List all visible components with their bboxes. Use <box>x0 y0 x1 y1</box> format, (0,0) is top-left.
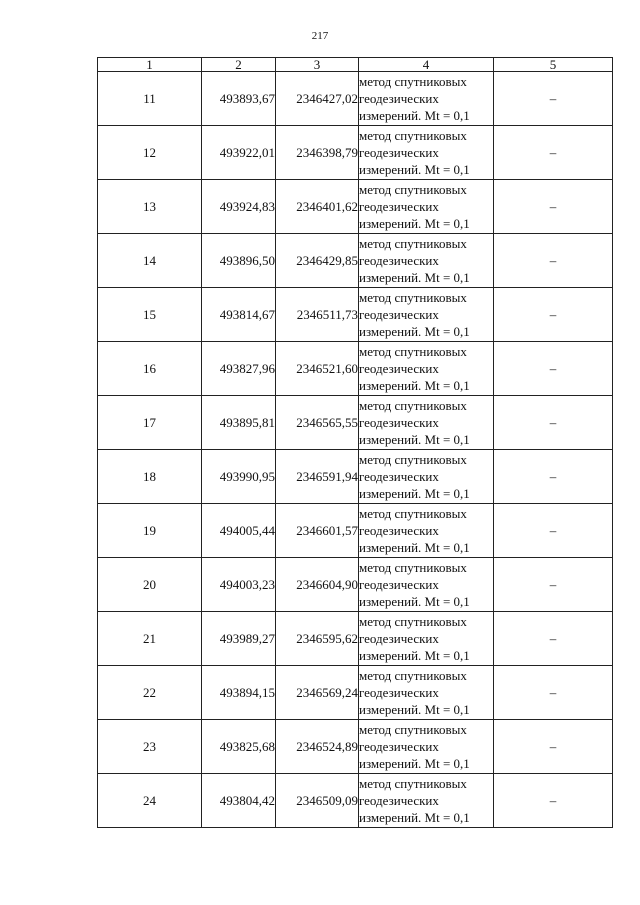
point-number-cell: 19 <box>98 504 202 558</box>
method-cell <box>359 396 494 450</box>
point-number-cell: 17 <box>98 396 202 450</box>
table-row <box>98 288 613 342</box>
point-number-cell: 22 <box>98 666 202 720</box>
method-line: измерений. Mt = 0,1 <box>359 324 470 339</box>
method-cell <box>359 558 494 612</box>
table-row <box>98 558 613 612</box>
table-row <box>98 450 613 504</box>
table-header <box>98 58 613 72</box>
table-body <box>98 72 613 828</box>
method-line: измерений. Mt = 0,1 <box>359 648 470 663</box>
method-cell <box>359 234 494 288</box>
method-line: измерений. Mt = 0,1 <box>359 162 470 177</box>
point-number-cell: 18 <box>98 450 202 504</box>
method-line: измерений. Mt = 0,1 <box>359 486 470 501</box>
y-coordinate-cell: 2346601,57 <box>276 504 359 558</box>
method-line: геодезических <box>359 523 439 538</box>
method-line: геодезических <box>359 685 439 700</box>
method-line: геодезических <box>359 145 439 160</box>
table-row <box>98 72 613 126</box>
note-cell: – <box>494 72 613 126</box>
method-line: метод спутниковых <box>359 452 467 467</box>
method-line: геодезических <box>359 631 439 646</box>
method-line: геодезических <box>359 577 439 592</box>
y-coordinate-cell: 2346398,79 <box>276 126 359 180</box>
method-cell <box>359 774 494 828</box>
method-cell <box>359 288 494 342</box>
note-cell: – <box>494 288 613 342</box>
method-cell <box>359 342 494 396</box>
method-line: геодезических <box>359 361 439 376</box>
note-cell: – <box>494 342 613 396</box>
method-line: геодезических <box>359 199 439 214</box>
x-coordinate-cell: 493814,67 <box>202 288 276 342</box>
table-row <box>98 720 613 774</box>
point-number-cell: 12 <box>98 126 202 180</box>
y-coordinate-cell: 2346429,85 <box>276 234 359 288</box>
note-cell: – <box>494 450 613 504</box>
point-number-cell: 20 <box>98 558 202 612</box>
point-number-cell: 14 <box>98 234 202 288</box>
note-cell: – <box>494 666 613 720</box>
y-coordinate-cell: 2346604,90 <box>276 558 359 612</box>
method-cell <box>359 450 494 504</box>
method-cell <box>359 504 494 558</box>
method-line: измерений. Mt = 0,1 <box>359 108 470 123</box>
column-header-5: 5 <box>494 58 613 72</box>
method-line: измерений. Mt = 0,1 <box>359 216 470 231</box>
method-line: геодезических <box>359 253 439 268</box>
note-cell: – <box>494 180 613 234</box>
point-number-cell: 15 <box>98 288 202 342</box>
method-line: метод спутниковых <box>359 398 467 413</box>
method-line: геодезических <box>359 469 439 484</box>
x-coordinate-cell: 493894,15 <box>202 666 276 720</box>
method-cell <box>359 180 494 234</box>
column-header-1: 1 <box>98 58 202 72</box>
x-coordinate-cell: 493804,42 <box>202 774 276 828</box>
note-cell: – <box>494 126 613 180</box>
note-cell: – <box>494 774 613 828</box>
method-line: метод спутниковых <box>359 74 467 89</box>
method-line: измерений. Mt = 0,1 <box>359 594 470 609</box>
method-line: измерений. Mt = 0,1 <box>359 756 470 771</box>
note-cell: – <box>494 234 613 288</box>
point-number-cell: 13 <box>98 180 202 234</box>
method-line: геодезических <box>359 91 439 106</box>
x-coordinate-cell: 494003,23 <box>202 558 276 612</box>
method-line: метод спутниковых <box>359 236 467 251</box>
x-coordinate-cell: 493895,81 <box>202 396 276 450</box>
method-line: метод спутниковых <box>359 722 467 737</box>
method-line: геодезических <box>359 307 439 322</box>
note-cell: – <box>494 720 613 774</box>
y-coordinate-cell: 2346524,89 <box>276 720 359 774</box>
point-number-cell: 21 <box>98 612 202 666</box>
y-coordinate-cell: 2346591,94 <box>276 450 359 504</box>
note-cell: – <box>494 396 613 450</box>
y-coordinate-cell: 2346401,62 <box>276 180 359 234</box>
table-row <box>98 666 613 720</box>
coordinates-table <box>97 57 613 828</box>
note-cell: – <box>494 558 613 612</box>
method-line: измерений. Mt = 0,1 <box>359 810 470 825</box>
method-line: метод спутниковых <box>359 776 467 791</box>
method-line: метод спутниковых <box>359 506 467 521</box>
x-coordinate-cell: 493827,96 <box>202 342 276 396</box>
column-header-4: 4 <box>359 58 494 72</box>
method-line: метод спутниковых <box>359 128 467 143</box>
method-line: метод спутниковых <box>359 182 467 197</box>
point-number-cell: 16 <box>98 342 202 396</box>
note-cell: – <box>494 504 613 558</box>
method-line: измерений. Mt = 0,1 <box>359 432 470 447</box>
method-cell <box>359 612 494 666</box>
x-coordinate-cell: 493893,67 <box>202 72 276 126</box>
y-coordinate-cell: 2346569,24 <box>276 666 359 720</box>
note-cell: – <box>494 612 613 666</box>
column-header-3: 3 <box>276 58 359 72</box>
method-line: геодезических <box>359 739 439 754</box>
table-row <box>98 126 613 180</box>
y-coordinate-cell: 2346511,73 <box>276 288 359 342</box>
method-line: измерений. Mt = 0,1 <box>359 270 470 285</box>
x-coordinate-cell: 493825,68 <box>202 720 276 774</box>
method-line: метод спутниковых <box>359 614 467 629</box>
x-coordinate-cell: 493990,95 <box>202 450 276 504</box>
x-coordinate-cell: 493896,50 <box>202 234 276 288</box>
y-coordinate-cell: 2346595,62 <box>276 612 359 666</box>
header-row <box>98 58 613 72</box>
method-line: геодезических <box>359 415 439 430</box>
y-coordinate-cell: 2346509,09 <box>276 774 359 828</box>
table-row <box>98 180 613 234</box>
table-row <box>98 504 613 558</box>
point-number-cell: 11 <box>98 72 202 126</box>
method-line: метод спутниковых <box>359 560 467 575</box>
point-number-cell: 24 <box>98 774 202 828</box>
point-number-cell: 23 <box>98 720 202 774</box>
x-coordinate-cell: 493922,01 <box>202 126 276 180</box>
y-coordinate-cell: 2346521,60 <box>276 342 359 396</box>
table-row <box>98 774 613 828</box>
page-number: 217 <box>311 30 329 42</box>
x-coordinate-cell: 493989,27 <box>202 612 276 666</box>
x-coordinate-cell: 494005,44 <box>202 504 276 558</box>
method-line: геодезических <box>359 793 439 808</box>
method-cell <box>359 720 494 774</box>
method-line: метод спутниковых <box>359 668 467 683</box>
method-line: измерений. Mt = 0,1 <box>359 702 470 717</box>
method-line: метод спутниковых <box>359 290 467 305</box>
method-line: метод спутниковых <box>359 344 467 359</box>
column-header-2: 2 <box>202 58 276 72</box>
y-coordinate-cell: 2346427,02 <box>276 72 359 126</box>
table-row <box>98 612 613 666</box>
y-coordinate-cell: 2346565,55 <box>276 396 359 450</box>
table-row <box>98 396 613 450</box>
method-cell <box>359 666 494 720</box>
x-coordinate-cell: 493924,83 <box>202 180 276 234</box>
table-row <box>98 342 613 396</box>
method-line: измерений. Mt = 0,1 <box>359 540 470 555</box>
method-cell <box>359 72 494 126</box>
table-row <box>98 234 613 288</box>
method-cell <box>359 126 494 180</box>
method-line: измерений. Mt = 0,1 <box>359 378 470 393</box>
